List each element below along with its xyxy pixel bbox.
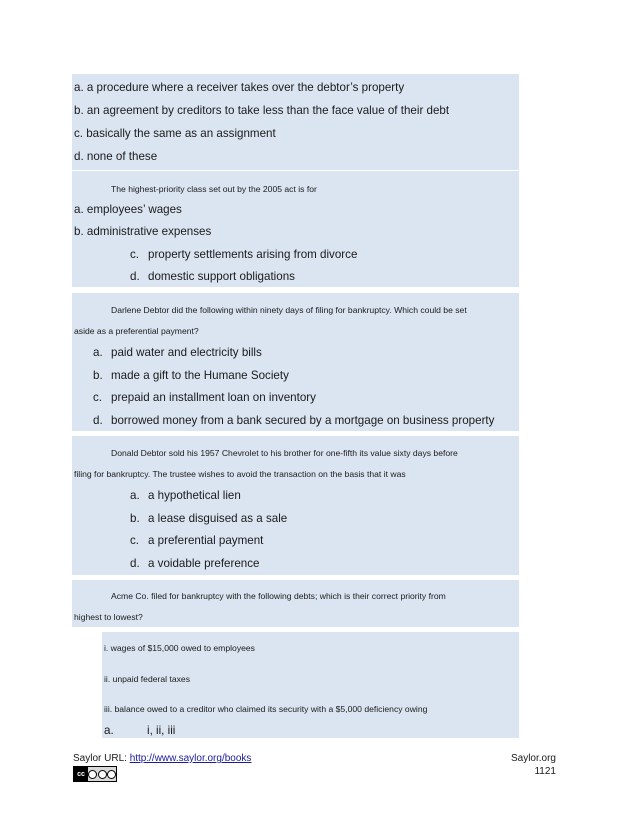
creative-commons-license-icon: [73, 766, 117, 782]
priority-option-a: a. employees’ wages: [74, 203, 182, 216]
priority-option-d-label: d.: [130, 270, 140, 283]
acme-item-iii: iii. balance owed to a creditor who claimed its security with a $5,000 deficiency owing: [104, 704, 428, 714]
acme-question-stem-1: Acme Co. filed for bankruptcy with the following debts; which is their correct priority from: [111, 591, 446, 601]
acme-question-stem-2: highest to lowest?: [74, 612, 143, 622]
priority-option-b: b. administrative expenses: [74, 225, 212, 238]
donald-option-c-label: c.: [130, 534, 140, 547]
acme-item-ii: ii. unpaid federal taxes: [104, 674, 190, 684]
donald-option-d-text: a voidable preference: [148, 557, 260, 570]
cc-attribution-icons: [88, 770, 116, 779]
darlene-option-a-text: paid water and electricity bills: [111, 346, 262, 359]
footer-url-link[interactable]: http://www.saylor.org/books: [129, 753, 252, 764]
acme-option-a-label: a.: [104, 724, 114, 737]
darlene-option-b-text: made a gift to the Humane Society: [111, 369, 289, 382]
donald-option-a-label: a.: [130, 489, 140, 502]
priority-option-c-text: property settlements arising from divorce: [148, 248, 358, 261]
donald-option-c-text: a preferential payment: [148, 534, 264, 547]
footer-url-label: Saylor URL:: [73, 753, 130, 764]
footer-saylor-url: [73, 753, 251, 764]
donald-option-a-text: a hypothetical lien: [148, 489, 241, 502]
priority-question-stem: The highest-priority class set out by the 2005 act is for: [111, 184, 317, 194]
prev-option-d: d. none of these: [74, 150, 158, 163]
donald-option-b-text: a lease disguised as a sale: [148, 512, 288, 525]
sa-icon: [107, 770, 116, 779]
darlene-option-c-text: prepaid an installment loan on inventory: [111, 391, 316, 404]
darlene-option-b-label: b.: [93, 369, 103, 382]
cc-mark-icon: cc: [74, 767, 88, 781]
donald-question-stem-2: filing for bankruptcy. The trustee wishes to avoid the transaction on the basis that it was: [74, 469, 406, 479]
darlene-option-c-label: c.: [93, 391, 103, 404]
darlene-question-stem-2: aside as a preferential payment?: [74, 326, 199, 336]
acme-item-i: i. wages of $15,000 owed to employees: [104, 643, 255, 653]
darlene-question-stem-1: Darlene Debtor did the following within ninety days of filing for bankruptcy. Which could be set: [111, 305, 467, 315]
nc-icon: [98, 770, 107, 779]
footer-page-number: 1121: [534, 766, 556, 777]
by-icon: [88, 770, 97, 779]
prev-option-c: c. basically the same as an assignment: [74, 127, 276, 140]
donald-option-b-label: b.: [130, 512, 140, 525]
priority-option-c-label: c.: [130, 248, 140, 261]
donald-question-stem-1: Donald Debtor sold his 1957 Chevrolet to his brother for one-fifth its value sixty days before: [111, 448, 458, 458]
prev-option-b: b. an agreement by creditors to take less than the face value of their debt: [74, 104, 450, 117]
donald-option-d-label: d.: [130, 557, 140, 570]
prev-option-a: a. a procedure where a receiver takes over the debtor’s property: [74, 81, 405, 94]
footer-site-name: Saylor.org: [510, 753, 556, 764]
priority-option-d-text: domestic support obligations: [148, 270, 295, 283]
darlene-option-a-label: a.: [93, 346, 103, 359]
acme-option-a-text: i, ii, iii: [147, 724, 176, 737]
darlene-option-d-text: borrowed money from a bank secured by a mortgage on business property: [111, 414, 495, 427]
darlene-option-d-label: d.: [93, 414, 103, 427]
